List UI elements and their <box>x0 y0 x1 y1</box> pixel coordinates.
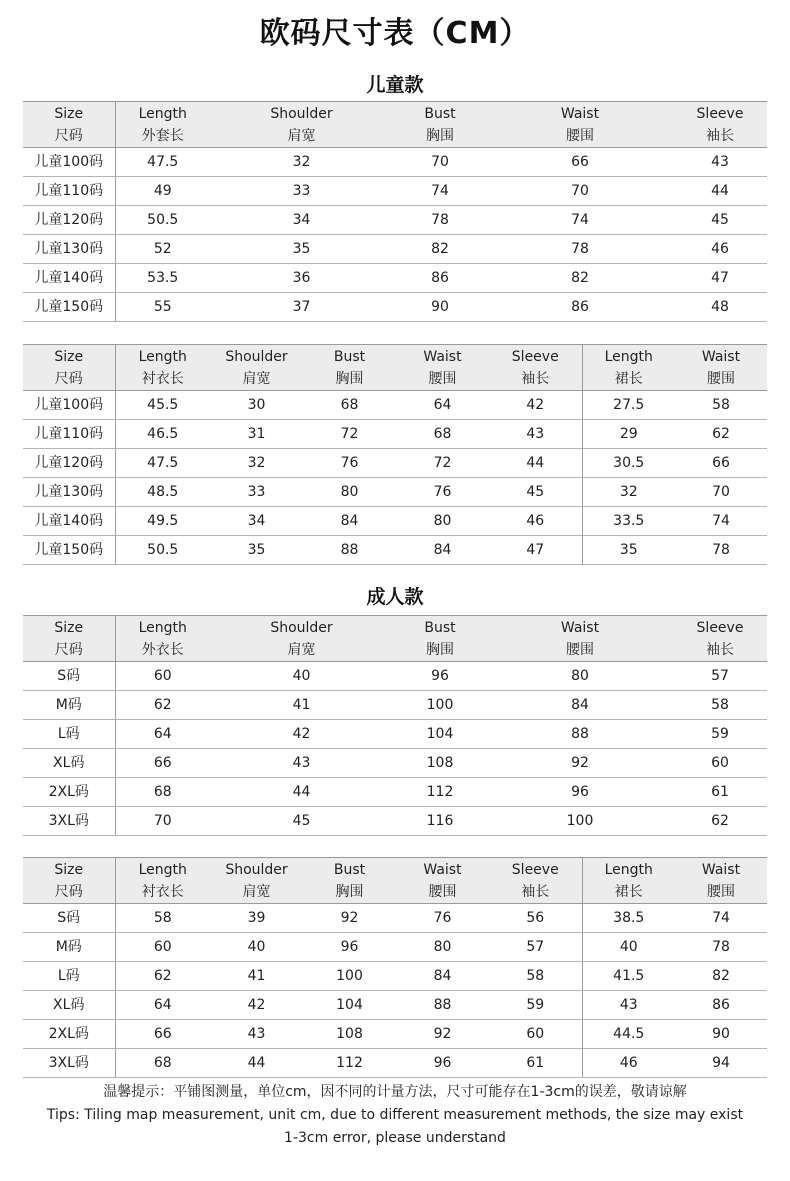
table-row <box>23 1020 767 1049</box>
table-cell: 53.5 <box>115 264 210 293</box>
table-cell: 70 <box>115 807 210 836</box>
table-cell: 40 <box>210 662 393 691</box>
header-cell: Waist 腰围 <box>396 345 489 391</box>
table-cell: 47 <box>673 264 767 293</box>
table-cell: 76 <box>303 449 396 478</box>
table-cell: 45 <box>673 206 767 235</box>
table-cell: 27.5 <box>582 391 675 420</box>
table-cell: 68 <box>303 391 396 420</box>
table-cell: 66 <box>115 1020 210 1049</box>
table-row <box>23 933 767 962</box>
table-cell: 37 <box>210 293 393 322</box>
table-row <box>23 749 767 778</box>
table-cell: 35 <box>210 235 393 264</box>
table-cell: 48 <box>673 293 767 322</box>
table-cell: 96 <box>393 662 487 691</box>
table-cell: 61 <box>489 1049 582 1078</box>
table-cell: 104 <box>393 720 487 749</box>
tip-note-english-line1: Tips: Tiling map measurement, unit cm, due to different measurement methods, the size may exist <box>46 1107 744 1123</box>
size-cell: 儿童110码 <box>23 177 115 206</box>
header-cell: Length 衬衣长 <box>115 858 210 904</box>
header-cell: Shoulder 肩宽 <box>210 345 303 391</box>
table-cell: 62 <box>673 807 767 836</box>
table-cell: 34 <box>210 507 303 536</box>
size-cell: M码 <box>23 691 115 720</box>
table-cell: 96 <box>303 933 396 962</box>
table-cell: 90 <box>675 1020 767 1049</box>
table-cell: 39 <box>210 904 303 933</box>
header-cell: Waist 腰围 <box>487 102 673 148</box>
table-cell: 46.5 <box>115 420 210 449</box>
table-cell: 41.5 <box>582 962 675 991</box>
table-cell: 66 <box>675 449 767 478</box>
header-cell: Length 裙长 <box>582 345 675 391</box>
table-cell: 68 <box>115 1049 210 1078</box>
size-cell: XL码 <box>23 991 115 1020</box>
table-cell: 47.5 <box>115 148 210 177</box>
size-cell: 儿童130码 <box>23 235 115 264</box>
table-cell: 32 <box>210 148 393 177</box>
table-cell: 84 <box>303 507 396 536</box>
table-cell: 112 <box>303 1049 396 1078</box>
header-cell: Sleeve 袖长 <box>673 102 767 148</box>
table-cell: 78 <box>393 206 487 235</box>
table-cell: 60 <box>115 933 210 962</box>
table-cell: 82 <box>393 235 487 264</box>
table-cell: 57 <box>673 662 767 691</box>
table-cell: 30 <box>210 391 303 420</box>
table-row <box>23 1049 767 1078</box>
size-cell: S码 <box>23 904 115 933</box>
table-cell: 82 <box>675 962 767 991</box>
table-cell: 80 <box>396 933 489 962</box>
table-cell: 96 <box>396 1049 489 1078</box>
header-cell: Sleeve 袖长 <box>673 616 767 662</box>
header-cell: Bust 胸围 <box>303 858 396 904</box>
table-cell: 47 <box>489 536 582 565</box>
table-row <box>23 720 767 749</box>
table-header-row <box>23 102 767 148</box>
header-cell: Shoulder 肩宽 <box>210 616 393 662</box>
table-cell: 40 <box>582 933 675 962</box>
size-cell: 儿童150码 <box>23 293 115 322</box>
table-cell: 42 <box>210 720 393 749</box>
table-cell: 33 <box>210 177 393 206</box>
table-header-row <box>23 345 767 391</box>
table-row <box>23 449 767 478</box>
size-cell: 2XL码 <box>23 778 115 807</box>
table-cell: 49.5 <box>115 507 210 536</box>
table-cell: 88 <box>396 991 489 1020</box>
table-cell: 31 <box>210 420 303 449</box>
table-row <box>23 420 767 449</box>
table-cell: 55 <box>115 293 210 322</box>
table-cell: 35 <box>210 536 303 565</box>
table-row <box>23 991 767 1020</box>
table-cell: 43 <box>673 148 767 177</box>
table-cell: 64 <box>115 720 210 749</box>
table-cell: 62 <box>115 691 210 720</box>
header-cell: Size 尺码 <box>23 858 115 904</box>
header-cell: Size 尺码 <box>23 345 115 391</box>
table-cell: 82 <box>487 264 673 293</box>
tip-note-chinese: 温馨提示：平铺图测量，单位cm，因不同的计量方法，尺寸可能存在1-3cm的误差，敬请谅解 <box>103 1084 687 1100</box>
table-cell: 45.5 <box>115 391 210 420</box>
header-cell: Bust 胸围 <box>393 616 487 662</box>
table-cell: 70 <box>487 177 673 206</box>
header-cell: Length 裙长 <box>582 858 675 904</box>
table-row <box>23 662 767 691</box>
size-cell: 儿童140码 <box>23 264 115 293</box>
table-cell: 88 <box>487 720 673 749</box>
section-title-kids: 儿童款 <box>366 74 424 96</box>
size-cell: 儿童140码 <box>23 507 115 536</box>
table-cell: 60 <box>115 662 210 691</box>
table-cell: 41 <box>210 691 393 720</box>
table-cell: 41 <box>210 962 303 991</box>
kids-coat-size-table <box>23 101 767 322</box>
table-cell: 46 <box>673 235 767 264</box>
table-cell: 44 <box>210 778 393 807</box>
table-cell: 42 <box>210 991 303 1020</box>
table-cell: 70 <box>675 478 767 507</box>
table-cell: 45 <box>210 807 393 836</box>
table-cell: 59 <box>489 991 582 1020</box>
table-row <box>23 962 767 991</box>
table-cell: 116 <box>393 807 487 836</box>
table-row <box>23 691 767 720</box>
table-cell: 32 <box>210 449 303 478</box>
size-cell: 3XL码 <box>23 1049 115 1078</box>
table-cell: 68 <box>115 778 210 807</box>
table-cell: 62 <box>115 962 210 991</box>
table-cell: 108 <box>303 1020 396 1049</box>
table-cell: 44 <box>210 1049 303 1078</box>
table-cell: 78 <box>675 536 767 565</box>
table-cell: 35 <box>582 536 675 565</box>
table-row <box>23 478 767 507</box>
table-cell: 68 <box>396 420 489 449</box>
table-row <box>23 264 767 293</box>
table-cell: 112 <box>393 778 487 807</box>
table-cell: 48.5 <box>115 478 210 507</box>
header-cell: Shoulder 肩宽 <box>210 102 393 148</box>
table-cell: 32 <box>582 478 675 507</box>
table-row <box>23 904 767 933</box>
table-row <box>23 507 767 536</box>
table-cell: 52 <box>115 235 210 264</box>
header-cell: Waist 腰围 <box>396 858 489 904</box>
size-cell: L码 <box>23 720 115 749</box>
table-cell: 59 <box>673 720 767 749</box>
table-row <box>23 778 767 807</box>
header-cell: Bust 胸围 <box>393 102 487 148</box>
table-cell: 108 <box>393 749 487 778</box>
size-cell: L码 <box>23 962 115 991</box>
table-cell: 84 <box>487 691 673 720</box>
table-cell: 88 <box>303 536 396 565</box>
header-cell: Size 尺码 <box>23 102 115 148</box>
table-cell: 64 <box>115 991 210 1020</box>
header-cell: Sleeve 袖长 <box>489 858 582 904</box>
size-cell: 3XL码 <box>23 807 115 836</box>
table-cell: 64 <box>396 391 489 420</box>
size-cell: 儿童130码 <box>23 478 115 507</box>
table-cell: 74 <box>487 206 673 235</box>
table-cell: 80 <box>396 507 489 536</box>
table-cell: 100 <box>303 962 396 991</box>
size-cell: M码 <box>23 933 115 962</box>
table-cell: 78 <box>487 235 673 264</box>
table-cell: 80 <box>303 478 396 507</box>
header-cell: Shoulder 肩宽 <box>210 858 303 904</box>
header-cell: Waist 腰围 <box>487 616 673 662</box>
header-cell: Waist 腰围 <box>675 345 767 391</box>
table-cell: 36 <box>210 264 393 293</box>
adult-coat-size-table <box>23 615 767 836</box>
table-row <box>23 807 767 836</box>
table-cell: 50.5 <box>115 206 210 235</box>
table-cell: 33.5 <box>582 507 675 536</box>
table-row <box>23 391 767 420</box>
table-cell: 49 <box>115 177 210 206</box>
table-cell: 96 <box>487 778 673 807</box>
table-cell: 43 <box>582 991 675 1020</box>
table-row <box>23 293 767 322</box>
table-cell: 60 <box>673 749 767 778</box>
size-cell: 儿童110码 <box>23 420 115 449</box>
table-cell: 43 <box>210 749 393 778</box>
table-cell: 43 <box>210 1020 303 1049</box>
table-cell: 43 <box>489 420 582 449</box>
table-cell: 33 <box>210 478 303 507</box>
table-cell: 104 <box>303 991 396 1020</box>
header-cell: Length 衬衣长 <box>115 345 210 391</box>
header-cell: Length 外衣长 <box>115 616 210 662</box>
header-cell: Waist 腰围 <box>675 858 767 904</box>
table-cell: 66 <box>115 749 210 778</box>
size-cell: 儿童150码 <box>23 536 115 565</box>
table-cell: 70 <box>393 148 487 177</box>
table-cell: 58 <box>675 391 767 420</box>
tip-note-english-line2: 1-3cm error, please understand <box>284 1130 506 1146</box>
header-cell: Length 外套长 <box>115 102 210 148</box>
table-cell: 60 <box>489 1020 582 1049</box>
size-cell: 2XL码 <box>23 1020 115 1049</box>
table-row <box>23 536 767 565</box>
table-row <box>23 177 767 206</box>
table-cell: 72 <box>396 449 489 478</box>
table-cell: 45 <box>489 478 582 507</box>
kids-shirt-skirt-size-table <box>23 344 767 565</box>
table-cell: 74 <box>675 904 767 933</box>
table-cell: 74 <box>393 177 487 206</box>
table-cell: 42 <box>489 391 582 420</box>
table-cell: 74 <box>675 507 767 536</box>
table-cell: 86 <box>393 264 487 293</box>
table-cell: 90 <box>393 293 487 322</box>
table-cell: 46 <box>582 1049 675 1078</box>
table-cell: 92 <box>303 904 396 933</box>
table-cell: 30.5 <box>582 449 675 478</box>
table-cell: 86 <box>487 293 673 322</box>
table-row <box>23 235 767 264</box>
table-cell: 100 <box>393 691 487 720</box>
size-cell: 儿童100码 <box>23 391 115 420</box>
table-row <box>23 206 767 235</box>
table-cell: 29 <box>582 420 675 449</box>
header-cell: Size 尺码 <box>23 616 115 662</box>
page-title: 欧码尺寸表（CM） <box>259 16 531 51</box>
header-cell: Sleeve 袖长 <box>489 345 582 391</box>
table-cell: 76 <box>396 478 489 507</box>
table-cell: 62 <box>675 420 767 449</box>
table-cell: 57 <box>489 933 582 962</box>
table-cell: 78 <box>675 933 767 962</box>
table-cell: 58 <box>673 691 767 720</box>
table-cell: 100 <box>487 807 673 836</box>
table-header-row <box>23 858 767 904</box>
table-cell: 92 <box>487 749 673 778</box>
table-cell: 46 <box>489 507 582 536</box>
header-cell: Bust 胸围 <box>303 345 396 391</box>
adult-shirt-skirt-size-table <box>23 857 767 1078</box>
table-cell: 86 <box>675 991 767 1020</box>
table-cell: 66 <box>487 148 673 177</box>
table-header-row <box>23 616 767 662</box>
table-cell: 58 <box>489 962 582 991</box>
table-cell: 47.5 <box>115 449 210 478</box>
table-cell: 50.5 <box>115 536 210 565</box>
table-cell: 84 <box>396 536 489 565</box>
size-cell: XL码 <box>23 749 115 778</box>
table-cell: 34 <box>210 206 393 235</box>
table-cell: 56 <box>489 904 582 933</box>
table-cell: 94 <box>675 1049 767 1078</box>
table-cell: 80 <box>487 662 673 691</box>
table-cell: 61 <box>673 778 767 807</box>
table-cell: 44 <box>673 177 767 206</box>
table-cell: 38.5 <box>582 904 675 933</box>
size-cell: S码 <box>23 662 115 691</box>
table-cell: 58 <box>115 904 210 933</box>
table-cell: 44.5 <box>582 1020 675 1049</box>
size-cell: 儿童120码 <box>23 206 115 235</box>
table-cell: 40 <box>210 933 303 962</box>
table-cell: 72 <box>303 420 396 449</box>
size-cell: 儿童100码 <box>23 148 115 177</box>
section-title-adult: 成人款 <box>366 586 424 608</box>
table-cell: 44 <box>489 449 582 478</box>
table-cell: 84 <box>396 962 489 991</box>
size-cell: 儿童120码 <box>23 449 115 478</box>
table-row <box>23 148 767 177</box>
table-cell: 76 <box>396 904 489 933</box>
table-cell: 92 <box>396 1020 489 1049</box>
